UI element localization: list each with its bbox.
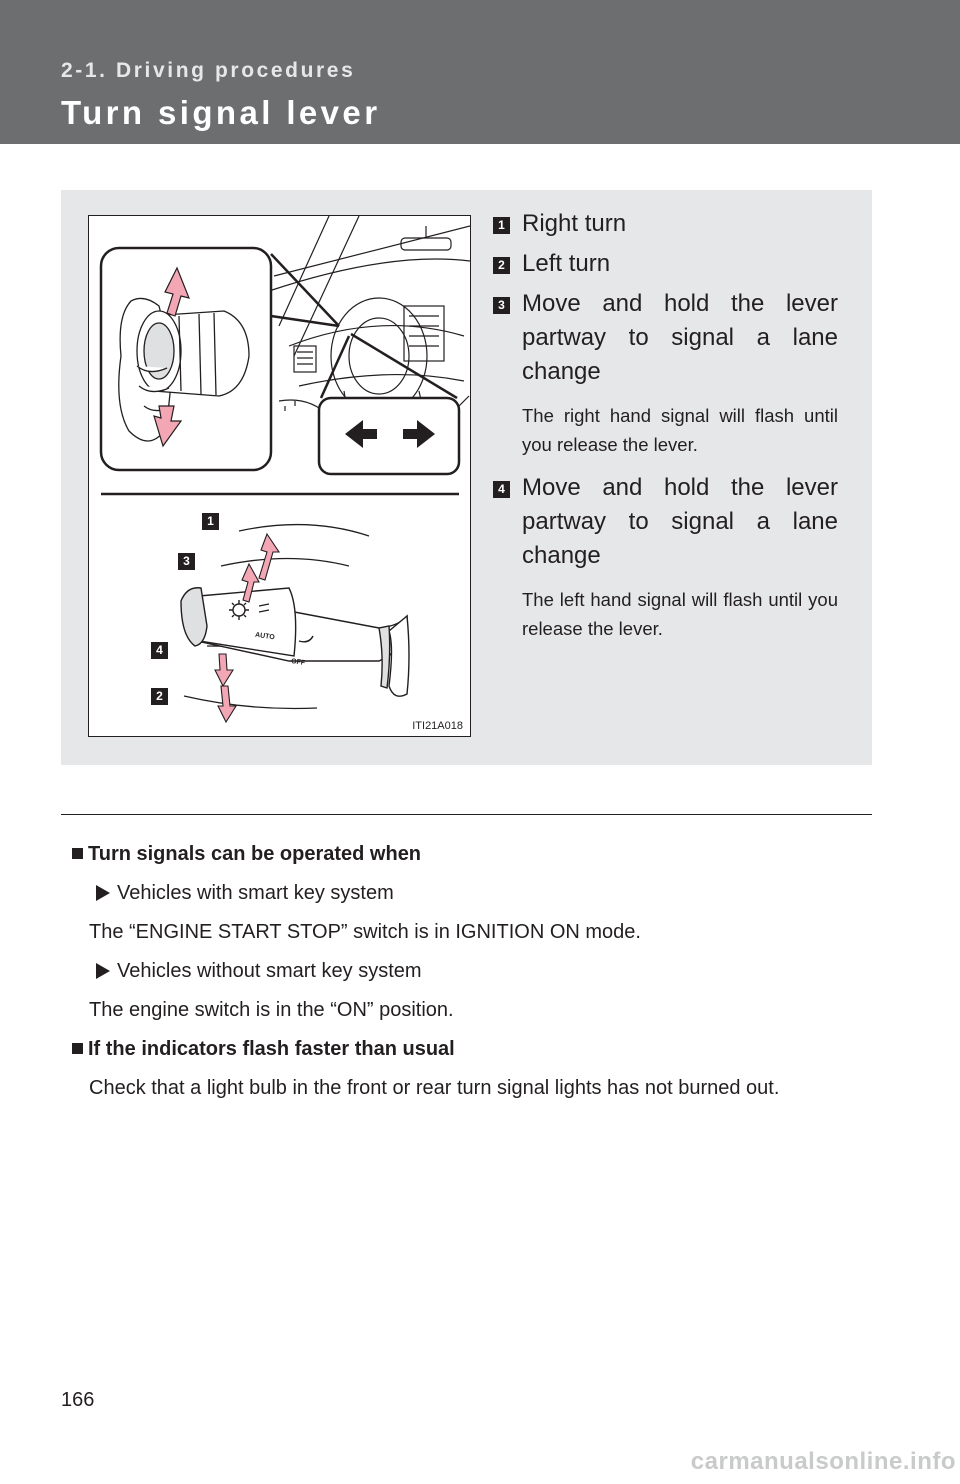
note-heading-text: If the indicators flash faster than usual [88,1038,455,1060]
note-heading-flash [72,1035,864,1074]
note-text: The engine switch is in the “ON” position. [89,999,454,1021]
section-rule [61,814,872,815]
legend-badge: 1 [493,217,510,234]
note-text: Check that a light bulb in the front or rear turn signal lights has not burned out. [89,1077,780,1099]
callout-badge: 1 [202,513,219,530]
section-label: 2-1. Driving procedures [61,59,356,82]
legend-title: Move and hold the lever partway to signal a lane change [522,290,838,385]
triangle-bullet-icon [96,885,110,901]
vehicle-type-label: Vehicles without smart key system [117,960,422,982]
legend-note: The left hand signal will flash until you release the lever. [522,589,838,639]
lever-diagram [89,216,470,736]
switch-marking-auto: AUTO [254,631,276,642]
arrows-inset-frame [319,398,459,474]
page-number: 166 [61,1389,95,1411]
legend-item [493,287,838,459]
lever-body [181,588,409,696]
callout-badge: 3 [178,553,195,570]
triangle-bullet-icon [96,963,110,979]
page-title: Turn signal lever [61,94,381,131]
legend-item [493,207,838,241]
legend-list [493,207,838,655]
vehicle-type-no-smart [96,957,864,996]
callout-badge: 4 [151,642,168,659]
square-bullet-icon [72,848,83,859]
legend-note: The right hand signal will flash until you release the lever. [522,405,838,455]
illustration-panel [61,190,872,765]
note-heading-operated [72,840,864,879]
legend-item [493,247,838,281]
legend-title: Left turn [522,250,611,277]
vehicle-type-smart [96,879,864,918]
legend-item [493,471,838,643]
legend-badge: 3 [493,297,510,314]
vehicle-type-label: Vehicles with smart key system [117,882,394,904]
watermark-link[interactable]: carmanualsonline.info [690,1448,956,1475]
switch-marking-off: OFF [290,658,306,667]
callout-badge: 2 [151,688,168,705]
note-text: The “ENGINE START STOP” switch is in IGNITION ON mode. [89,921,641,943]
square-bullet-icon [72,1043,83,1054]
legend-badge: 4 [493,481,510,498]
figure-code: ITI21A018 [412,720,463,732]
page-header [0,0,960,144]
legend-title: Move and hold the lever partway to signal a lane change [522,474,838,569]
legend-badge: 2 [493,257,510,274]
turn-signal-illustration [88,215,471,737]
note-heading-text: Turn signals can be operated when [88,843,422,865]
notes-section [72,840,864,1113]
legend-title: Right turn [522,210,627,237]
